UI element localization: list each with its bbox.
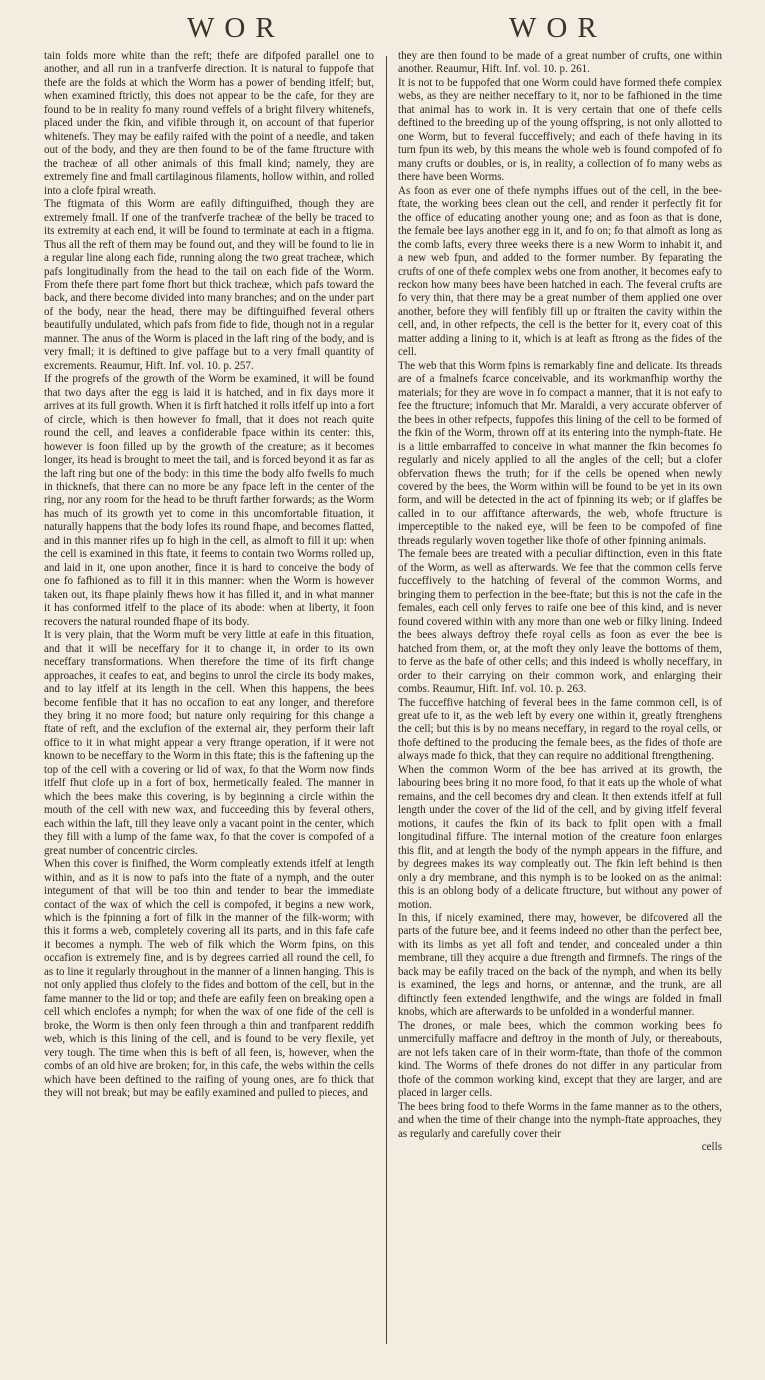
text-columns (44, 50, 751, 1372)
paragraph: The bees bring food to thefe Worms in the fame manner as to the others, and when the time of their change into the nymph-ftate approaches, they as regularly and carefully cover their (398, 1100, 722, 1140)
paragraph: The web that this Worm fpins is remarkably fine and delicate. Its threads are of a fmalnefs fcarce conceivable, and its workmanfhip worthy the materials; for they are wove in fo compact a manner, that it is not eafy to fee the ftructure; infomuch that Mr. Maraldi, a very accurate obferver of the bees in other refpects, fuppofes this lining of the cell to be formed of the fkin of the Worm, thrown off at its entering into the nymph-ftate. He is a little embarraffed to conceive in what manner the fkin becomes fo regularly and nicely applied to all the angles of the cell; but a clofer obfervation fhews the truth; for if the cells be opened when newly covered by the bees, the Worm within will be found to be yet in its own form, and will be detected in the act of fpinning its web; or if glaffes be called in to our affiftance afterwards, the web, whofe ftructure is imperceptible to the naked eye, will be feen to be compofed of fine threads regularly woven together like thofe of other fpinning animals. (398, 359, 722, 547)
paragraph: It is not to be fuppofed that one Worm could have formed thefe complex webs, as they are neither neceffary to it, nor to be fafhioned in the time that animal has to work in. It is very certain that one of thefe cells deftined to the breeding up of the young offspring, is not only allotted to one Worm, but to feveral fucceffively; and each of thefe having in its turn fpun its web, by this means the whole web is found compofed of fo many crufts or doubles, or is, in reality, a collection of fo many webs as there have been Worms. (398, 76, 722, 184)
catchword: cells (701, 1140, 722, 1153)
column-rule (386, 56, 387, 1344)
left-column (44, 50, 374, 1372)
paragraph: If the progrefs of the growth of the Worm be examined, it will be found that two days after the egg is laid it is hatched, and in fix days more it arrives at its full growth. When it is firft hatched it rolls itfelf up into a fort of circle, which is then however fo fmall, that it does not reach quite round the cell, and leaves a confiderable fpace within its center: this, however is foon filled up by the growth of the creature; as it becomes longer, its head is brought to meet the tail, and is forced beyond it as far as the laft ring but one of the body: in this time the body alfo fwells fo much in thicknefs, that there can no more be any fpace left in the center of the ring, nor any room for the head to be thruft farther forwards; as the Worm has much of its growth yet to come in this uncomfortable fituation, it naturally happens that the body lofes its round fhape, and becomes flatted, and in this manner rifes up fo high in the cell, as almoft to fill it up: when the cell is examined in this ftate, it feems to contain two Worms rolled up, and laid in it, one upon another, fince it is hard to conceive the body of one fo fafhioned as to fill it in this manner: when the Worm is however taken out, its fhape plainly fhews how it has filled it, and in what manner it has conformed itfelf to the place of its abode: when at liberty, it foon recovers the natural rounded fhape of its body. (44, 373, 374, 628)
paragraph: tain folds more white than the reft; thefe are difpofed parallel one to another, and all run in a tranfverfe direction. It is natural to fuppofe that thefe are the folds at which the Worm has a power of bending itfelf; but, when examined ftrictly, this does not appear to be the cafe, for they are found to be in reality fo many round veffels of a bright filvery whitenefs, placed under the fkin, and vifible through it, on account of that fuperior whitenefs. They may be eafily raifed with the point of a needle, and taken out of the body, and they are then found to be of the fame ftructure with the tracheæ of all other animals of this fmall kind; namely, they are extremely fine and fmall cartilaginous filaments, hollow within, and rolled into a clofe fpiral wreath. (44, 50, 374, 197)
paragraph: The ftigmata of this Worm are eafily diftinguifhed, though they are extremely fmall. If one of the tranfverfe tracheæ of the belly be traced to its extremity at each end, it will be found to terminate at each in a ftigma. Thus all the reft of them may be found out, and they will be found to lie in a regular line along each fide, running along the two great tracheæ, which pafs longitudinally from the head to the tail on each fide of the Worm. From thefe there part fome fhort but thick tracheæ, which pafs toward the back, and there become divided into many branches; and on the under part of the body, near the head, there may be diftinguifhed feveral others beautifully undulated, which pafs from fide to fide, though not in a regular manner. The anus of the Worm is placed in the laft ring of the body, and is very fmall; it is deftined to give paffage but to a very fmall quantity of excrements. Reaumur, Hift. Inf. vol. 10. p. 257. (44, 198, 374, 372)
paragraph: It is very plain, that the Worm muft be very little at eafe in this fituation, and that it will be neceffary for it to change it, in order to its own neceffary transformations. When therefore the time of its firft change approaches, it ceafes to eat, and begins to unrol the circle its body makes, and to lay itfelf at its length in the cell. When this happens, the bees become fenfible that it has no occafion to eat any longer, and therefore they bring it no more food; but nature only requiring for this change a ftate of reft, and the exclufion of the external air, they perform their laft office to it in what might appear a very ftrange operation, if it were not known to be neceffary to the Worm in this ftate; this is the faftening up the top of the cell with a covering or lid of wax, fo that the Worm now finds itfelf fhut clofe up in a fort of box, hermetically fealed. The manner in which the bees make this covering, is by beginning a circle within the mouth of the cell with new wax, and fucceeding this by feveral others, each within the laft, till they leave only a vacant point in the center, which they fill with a lump of the fame wax, fo that the cover is compofed of a great number of concentric circles. (44, 629, 374, 857)
paragraph: The drones, or male bees, which the common working bees fo unmercifully maffacre and deftroy in the month of July, or thereabouts, are not lefs taken care of in their worm-ftate, than thofe of the common kind. The Worms of thefe drones do not differ in any particular from thofe of the common working kind, except that they are larger, and are placed in larger cells. (398, 1019, 722, 1100)
paragraph: As foon as ever one of thefe nymphs iffues out of the cell, in the bee-ftate, the working bees clean out the cell, and render it perfectly fit for the office of educating another young one; and as foon as that is done, the female bee lays another egg in it, and fo on; fo that almoft as long as the comb lafts, every three weeks there is a new Worm to inhabit it, and a new web fpun, and added to the former number. By feparating the crufts of one of thefe complex webs one from another, it becomes eafy to reckon how many bees have been hatched in each. The feveral crufts are fo very thin, that there may be a great number of them applied one over another, before they will fenfibly fill up or ftraiten the cavity within the cell, and, in other refpects, the cell is the better for it, every coat of this matter adding a lining to it, which is at leaft as ftrong as the fides of the cell. (398, 184, 722, 359)
paragraph: In this, if nicely examined, there may, however, be difcovered all the parts of the future bee, and it feems indeed no other than the perfect bee, with its limbs as yet all foft and tender, and concealed under a thin membrane, till they acquire a due ftrength and firmnefs. The rings of the back may be eafily traced on the back of the nymph, and when its belly is examined, the legs and horns, or antennæ, and the trunk, are all diftinctly feen extended lengthwife, and the wings are folded in fmall knobs, which are afterwards to be unfolded in a wonderful manner. (398, 912, 722, 1019)
paragraph: When this cover is finifhed, the Worm compleatly extends itfelf at length within, and as it is now to pafs into the ftate of a nymph, and the outer integument of that will be too thin and tender to bear the immediate contact of the wax of which the cell is compofed, it begins a new work, which is the fpinning a fort of filk in the manner of the filk-worm; with this it forms a web, completely covering all its parts, and in this fafe cafe it becomes a nymph. The web of filk which the Worm fpins, on this occafion is extremely fine, and is by degrees carried all round the cell, fo as to line it regularly throughout in the manner of a linnen hanging. This is not only applied thus clofely to the fides and bottom of the cell, but in the fame manner to the lid or top; and thefe are eafily feen on breaking open a cell which enclofes a nymph; for when the wax of one fide of the cell is broke, the Worm is then only feen through a thin and tranfparent reddifh web, which is this lining of the cell, and is found to be very flexile, yet very tough. The time when this is beft of all feen, is, however, when the combs of an old hive are broken; for, in this cafe, the webs within the cells which have been deftined to the raifing of young ones, are fo thick that they will not break; but may be eafily examined and pulled to pieces, and (44, 858, 374, 1100)
paragraph: The fucceffive hatching of feveral bees in the fame common cell, is of great ufe to it, as the web left by every one within it, greatly ftrenghens the cell; but this is by no means neceffary, in regard to the royal cells, or thofe deftined to the producing the female bees, as the fides of thofe are always made fo thick, that they can require no additional ftrengthening. (398, 696, 722, 763)
running-head-right: WOR (509, 12, 607, 44)
paragraph: The female bees are treated with a peculiar diftinction, even in this ftate of the Worm, as well as afterwards. We fee that the common cells ferve fucceffively to the hatching of feveral of the common Worms, and bringing them to perfection in the bee-ftate; but this is not the cafe in the females, each cell only ferves to raife one bee of this kind, and is never found covered within with any more than one web or filky lining. Indeed the bees always deftroy thefe royal cells as foon as ever the bee is hatched from them, or, at the moft they only leave the bottoms of them, to ferve as the bafe of other cells; and this indeed is wholly neceffary, in order to their carrying on their common work, and enlarging their combs. Reaumur, Hift. Inf. vol. 10. p. 263. (398, 548, 722, 696)
running-head-left: WOR (187, 12, 285, 44)
paragraph: When the common Worm of the bee has arrived at its growth, the labouring bees bring it no more food, fo that it eats up the whole of what remains, and the cell becomes dry and clean. It then extends itfelf at full length under the cover of the lid of the cell, and by giving itfelf feveral motions, it caufes the fkin of its back to fplit open with a fmall longitudinal fiffure. The internal motion of the creature foon enlarges this flit, and at length the body of the nymph appears in the fiffure, and by degrees makes its way compleatly out. The fkin left behind is then only a dry membrane, and this nymph is to be looked on as the animal: this is an oblong body of a delicate ftructure, but without any power of motion. (398, 763, 722, 911)
paragraph: they are then found to be made of a great number of crufts, one within another. Reaumur, Hift. Inf. vol. 10. p. 261. (398, 50, 722, 76)
right-column (398, 50, 722, 1372)
running-heads (14, 0, 751, 50)
